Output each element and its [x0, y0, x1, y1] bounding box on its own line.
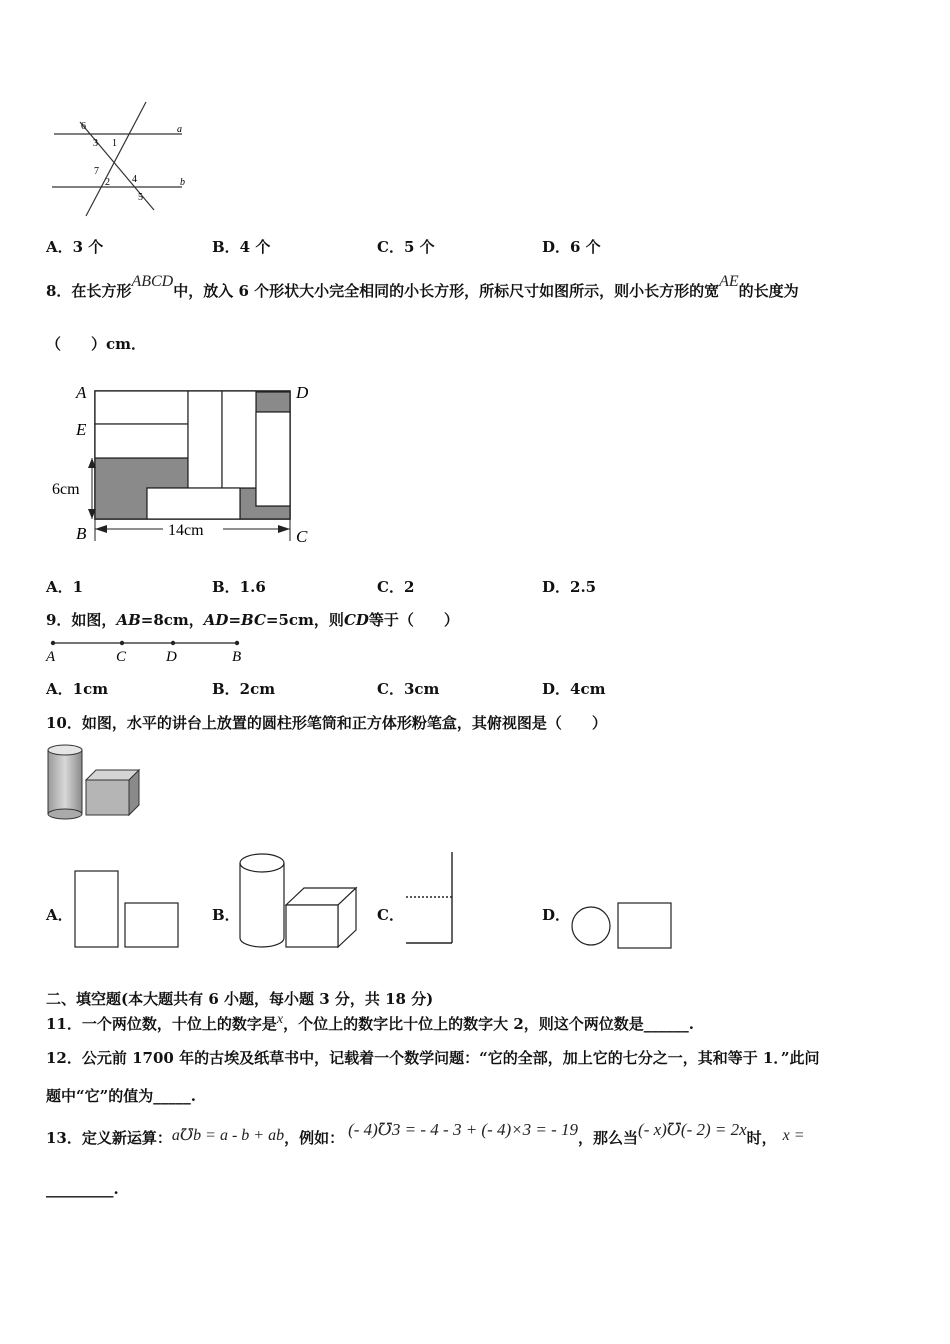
q13-answer-blank[interactable]: _________. — [46, 1180, 119, 1198]
q10-option-a[interactable]: A． — [46, 906, 73, 924]
q8-stem-line1 — [46, 270, 799, 313]
q9-option-b[interactable]: B．2cm — [212, 680, 276, 698]
q9-option-d[interactable]: D．4cm — [542, 680, 606, 698]
q9-eq1: =8cm， — [140, 611, 204, 629]
q9-bc: BC — [241, 611, 266, 629]
q7-option-a[interactable]: A．3 个 — [46, 238, 104, 256]
q9-cd: CD — [343, 611, 369, 629]
q12-stem-line1: 12．公元前 1700 年的古埃及纸草书中，记载着一个数学问题：“它的全部，加上它的七分之一，其和等于 1．”此问 — [46, 1049, 820, 1067]
q7-label-3: 3 — [93, 138, 98, 149]
q9-option-a[interactable]: A．1cm — [46, 680, 109, 698]
q10-option-c-figure[interactable] — [402, 850, 458, 948]
q11-suffix: ，个位上的数字比十位上的数字大 2，则这个两位数是______. — [283, 1015, 694, 1033]
q7-label-7: 7 — [94, 166, 99, 177]
q13-condition: (- x)℧(- 2) = 2x — [638, 1120, 747, 1139]
q8-label-d: D — [296, 383, 309, 402]
section-2-heading: 二、填空题(本大题共有 6 小题，每小题 3 分，共 18 分) — [46, 990, 434, 1008]
q9-suffix: 等于（ ） — [368, 611, 459, 629]
q8-prefix: 8．在长方形 — [46, 282, 132, 300]
q9-ad: AD — [203, 611, 229, 629]
q8-suffix: 的长度为 — [738, 282, 799, 300]
q11-math-x: x — [276, 1012, 284, 1027]
q7-parallel-lines-figure — [46, 98, 196, 220]
q8-label-b: B — [76, 524, 87, 543]
q9-option-c[interactable]: C．3cm — [377, 680, 440, 698]
q10-option-b[interactable]: B． — [212, 906, 240, 924]
q7-label-5: 5 — [138, 192, 143, 203]
q8-option-a[interactable]: A．1 — [46, 578, 84, 596]
q8-stem-line2: （ ）cm． — [46, 335, 147, 353]
q13-stem — [46, 1122, 805, 1155]
q8-math-ae: AE — [719, 273, 739, 290]
q7-label-2: 2 — [105, 177, 110, 188]
q8-label-height: 6cm — [52, 481, 80, 498]
q8-label-width: 14cm — [168, 522, 204, 539]
q9-eq3: =5cm，则 — [265, 611, 344, 629]
q7-option-b[interactable]: B．4 个 — [212, 238, 271, 256]
q7-label-b: b — [180, 177, 185, 188]
q13-mid2: ，那么当 — [578, 1129, 639, 1147]
q9-point-d: D — [166, 649, 177, 665]
q10-stem: 10．如图，水平的讲台上放置的圆柱形笔筒和正方体形粉笔盒，其俯视图是（ ） — [46, 714, 607, 732]
q9-ab: AB — [116, 611, 141, 629]
q13-example: (- 4)℧3 = - 4 - 3 + (- 4)×3 = - 19 — [348, 1120, 579, 1139]
q8-option-b[interactable]: B．1.6 — [212, 578, 266, 596]
q8-math-abcd: ABCD — [131, 273, 174, 290]
q10-option-b-figure[interactable] — [236, 850, 360, 950]
q8-label-a: A — [76, 383, 87, 402]
q10-option-d-figure[interactable] — [568, 900, 676, 952]
q12-stem-line2: 题中“它”的值为_____. — [46, 1087, 196, 1105]
q7-label-1: 1 — [112, 138, 117, 149]
q9-point-a: A — [46, 649, 56, 665]
q7-option-d[interactable]: D．6 个 — [542, 238, 601, 256]
q8-label-c: C — [296, 527, 308, 546]
q13-mid3: 时， — [746, 1129, 777, 1147]
q10-option-a-figure[interactable] — [72, 868, 182, 952]
q13-mid1: ，例如： — [284, 1129, 345, 1147]
q7-label-6: 6 — [81, 121, 86, 132]
q13-prefix: 13．定义新运算： — [46, 1129, 172, 1147]
q8-rectangle-figure — [50, 376, 320, 548]
q13-definition: a℧b = a - b + ab — [171, 1127, 285, 1144]
q11-prefix: 11．一个两位数，十位上的数字是 — [46, 1015, 277, 1033]
q9-eq2: = — [228, 611, 242, 629]
q8-middle: 中，放入 6 个形状大小完全相同的小长方形，所标尺寸如图所示，则小长方形的宽 — [173, 282, 720, 300]
q8-label-e: E — [76, 420, 87, 439]
q9-stem — [46, 609, 459, 630]
q8-option-c[interactable]: C．2 — [377, 578, 415, 596]
q10-option-d[interactable]: D． — [542, 906, 571, 924]
q9-segment-figure — [44, 634, 254, 666]
q9-point-b: B — [232, 649, 242, 665]
q7-option-c[interactable]: C．5 个 — [377, 238, 435, 256]
q9-point-c: C — [116, 649, 127, 665]
q11-stem — [46, 1013, 694, 1034]
q7-label-a: a — [177, 124, 182, 135]
q7-label-4: 4 — [132, 174, 137, 185]
q10-objects-figure — [44, 742, 144, 822]
q8-option-d[interactable]: D．2.5 — [542, 578, 597, 596]
q13-ask-x: x = — [782, 1127, 805, 1144]
q10-option-c[interactable]: C． — [377, 906, 404, 924]
q9-prefix: 9．如图， — [46, 611, 117, 629]
